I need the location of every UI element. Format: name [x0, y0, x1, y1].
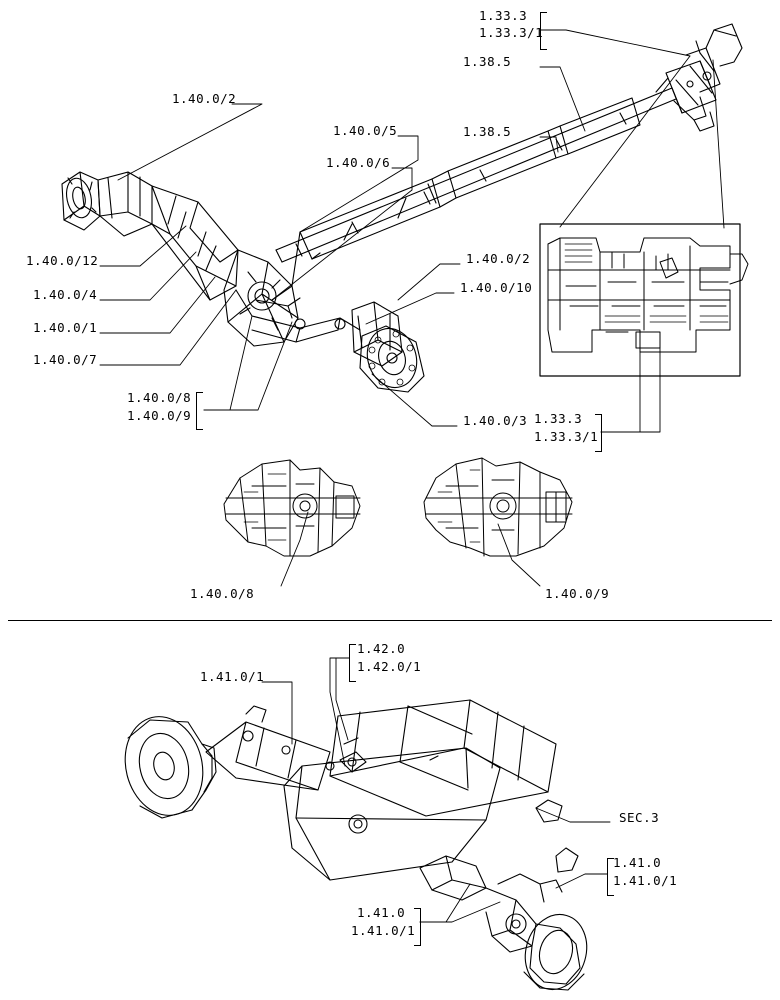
- bracket-1-42-0: [349, 644, 356, 682]
- callout-1-41-0-right: 1.41.0: [613, 855, 662, 870]
- callout-1-40-0-9-group: 1.40.0/9: [127, 408, 192, 423]
- front-support-frame-assembly: [115, 700, 595, 997]
- callout-1-40-0-10: 1.40.0/10: [460, 280, 533, 295]
- callout-1-41-0-bottom: 1.41.0: [357, 905, 406, 920]
- callout-1-33-3-top: 1.33.3: [479, 8, 528, 23]
- leader-lines-lower: [262, 658, 610, 922]
- callout-1-33-3-1-detail: 1.33.3/1: [534, 429, 599, 444]
- callout-1-33-3-detail: 1.33.3: [534, 411, 583, 426]
- callout-1-40-0-8-section: 1.40.0/8: [190, 586, 255, 601]
- callout-1-40-0-2-right: 1.40.0/2: [466, 251, 531, 266]
- callout-1-40-0-4: 1.40.0/4: [33, 287, 98, 302]
- callout-1-40-0-3: 1.40.0/3: [463, 413, 528, 428]
- callout-1-38-5-upper: 1.38.5: [463, 54, 512, 69]
- leader-lines-upper: [100, 30, 724, 586]
- section-divider: [8, 620, 772, 621]
- callout-1-41-0-1-bottom: 1.41.0/1: [351, 923, 416, 938]
- callout-1-40-0-5: 1.40.0/5: [333, 123, 398, 138]
- callout-1-40-0-2-left: 1.40.0/2: [172, 91, 237, 106]
- front-axle-housing: [62, 172, 424, 394]
- callout-1-40-0-7: 1.40.0/7: [33, 352, 98, 367]
- callout-1-42-0-1: 1.42.0/1: [357, 659, 422, 674]
- callout-1-41-0-1-right: 1.41.0/1: [613, 873, 678, 888]
- bracket-1-40-0-8-9: [196, 392, 203, 430]
- section-detail-transfer-case: [540, 224, 748, 376]
- callout-1-40-0-1: 1.40.0/1: [33, 320, 98, 335]
- section-detail-hub-left: [224, 460, 360, 556]
- callout-1-42-0: 1.42.0: [357, 641, 406, 656]
- callout-sec-3: SEC.3: [619, 810, 660, 825]
- callout-1-40-0-6: 1.40.0/6: [326, 155, 391, 170]
- callout-1-40-0-9-section: 1.40.0/9: [545, 586, 610, 601]
- callout-1-41-0-1-top: 1.41.0/1: [200, 669, 265, 684]
- callout-1-40-0-12: 1.40.0/12: [26, 253, 99, 268]
- callout-1-38-5-lower: 1.38.5: [463, 124, 512, 139]
- callout-1-33-3-1-top: 1.33.3/1: [479, 25, 544, 40]
- callout-1-40-0-8-group: 1.40.0/8: [127, 390, 192, 405]
- section-detail-hub-right: [424, 458, 572, 556]
